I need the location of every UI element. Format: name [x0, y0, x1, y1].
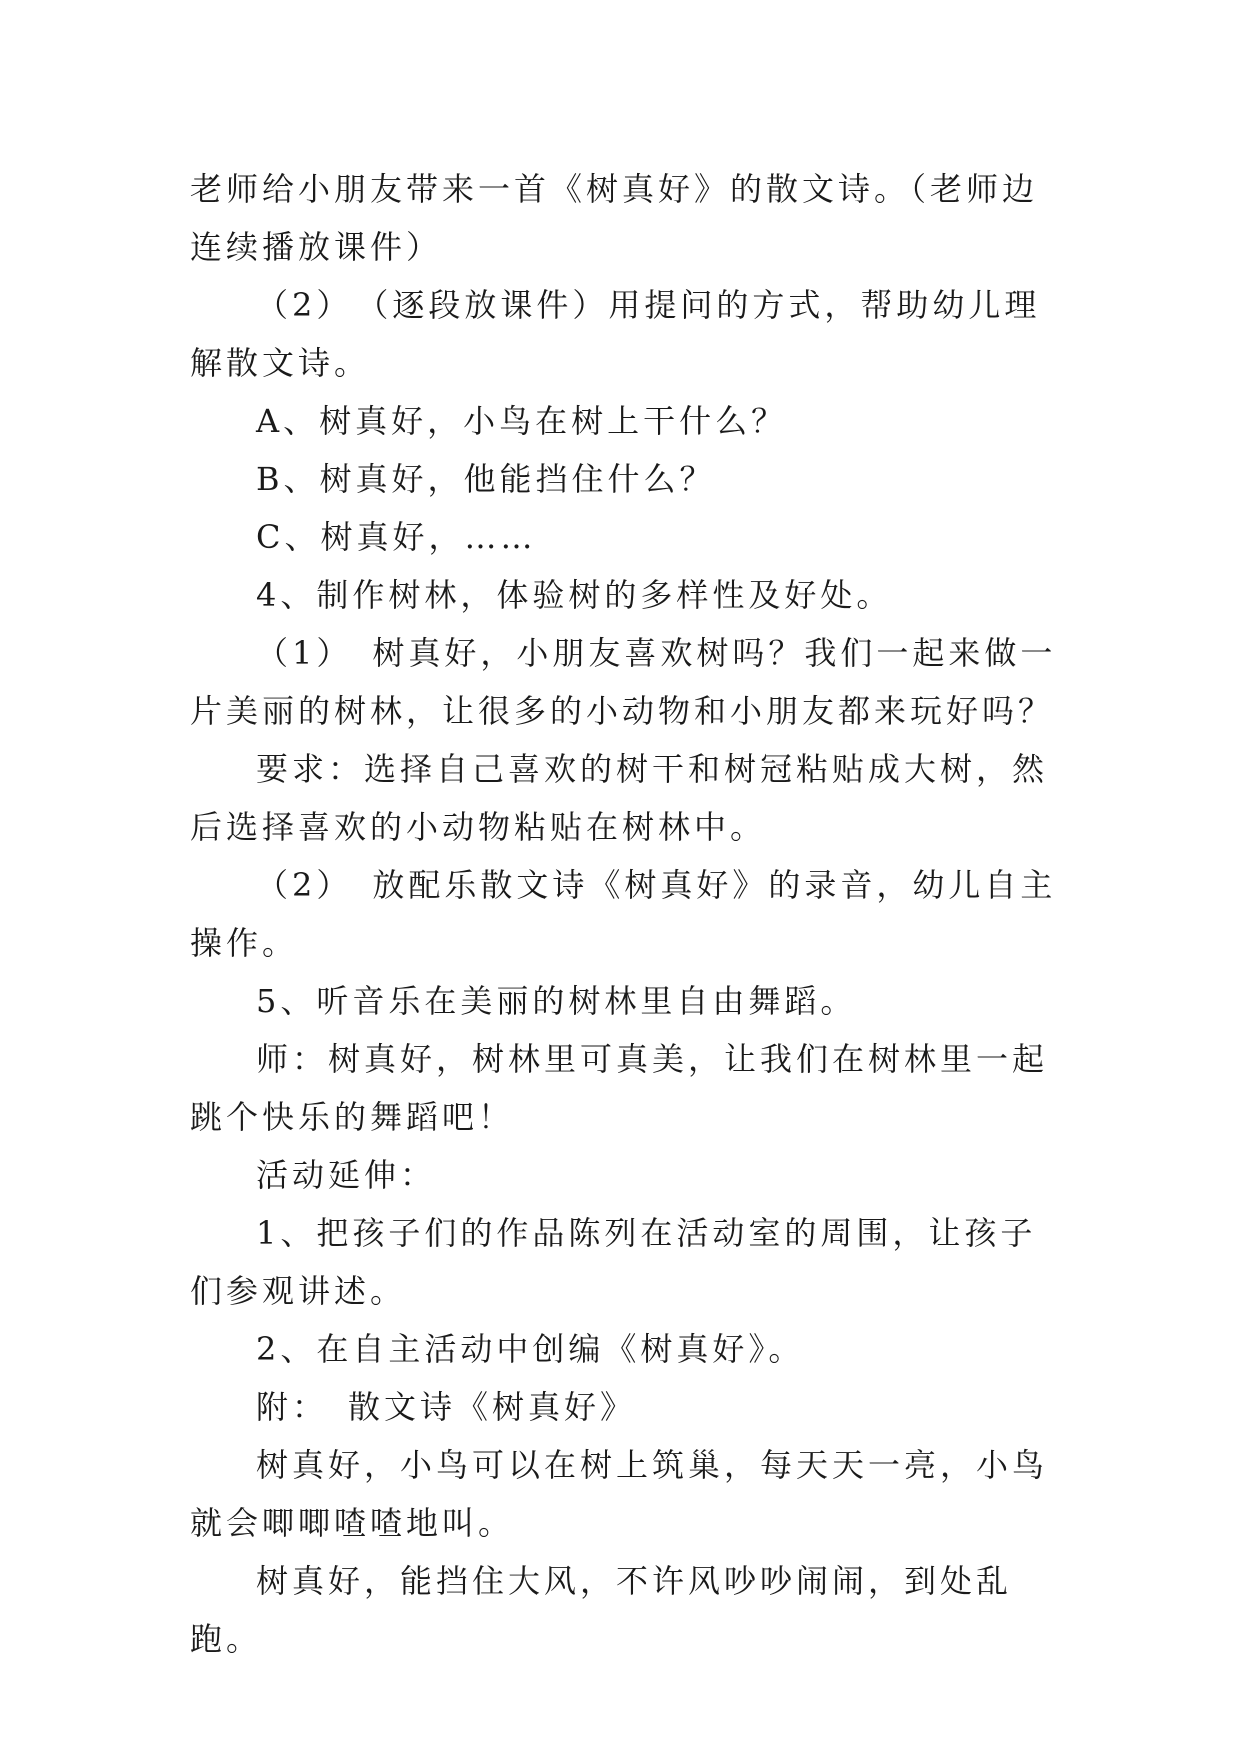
paragraph-step-2: （2） （逐段放课件）用提问的方式，帮助幼儿理解散文诗。 — [190, 286, 1041, 382]
paragraph-intro: 老师给小朋友带来一首《树真好》的散文诗。（老师边连续播放课件） — [190, 170, 1039, 266]
paragraph-extension-2: 2、在自主活动中创编《树真好》。 — [256, 1330, 805, 1368]
paragraph-section-4-step-1: （1） 树真好，小朋友喜欢树吗？我们一起来做一片美丽的树林，让很多的小动物和小朋友都来玩好吗？ — [190, 634, 1057, 730]
paragraph-poem-stanza-1: 树真好，小鸟可以在树上筑巢，每天天一亮，小鸟就会唧唧喳喳地叫。 — [190, 1446, 1049, 1542]
paragraph-question-a: A、树真好，小鸟在树上干什么？ — [256, 402, 788, 440]
paragraph-question-c: C、树真好，…… — [256, 518, 537, 556]
paragraph-section-4: 4、制作树林，体验树的多样性及好处。 — [256, 576, 893, 614]
paragraph-question-b: B、树真好，他能挡住什么？ — [256, 460, 716, 498]
paragraph-poem-stanza-2: 树真好，能挡住大风，不许风吵吵闹闹，到处乱跑。 — [190, 1562, 1013, 1658]
paragraph-extension-heading: 活动延伸： — [256, 1156, 437, 1194]
paragraph-requirements: 要求：选择自己喜欢的树干和树冠粘贴成大树，然后选择喜欢的小动物粘贴在树林中。 — [190, 750, 1049, 846]
paragraph-teacher-line: 师：树真好，树林里可真美，让我们在树林里一起跳个快乐的舞蹈吧！ — [190, 1040, 1049, 1136]
paragraph-appendix-title: 附： 散文诗《树真好》 — [256, 1388, 637, 1426]
paragraph-section-4-step-2: （2） 放配乐散文诗《树真好》的录音，幼儿自主操作。 — [190, 866, 1057, 962]
document-body — [190, 160, 1060, 1668]
paragraph-extension-1: 1、把孩子们的作品陈列在活动室的周围，让孩子们参观讲述。 — [190, 1214, 1037, 1310]
paragraph-section-5: 5、听音乐在美丽的树林里自由舞蹈。 — [256, 982, 857, 1020]
